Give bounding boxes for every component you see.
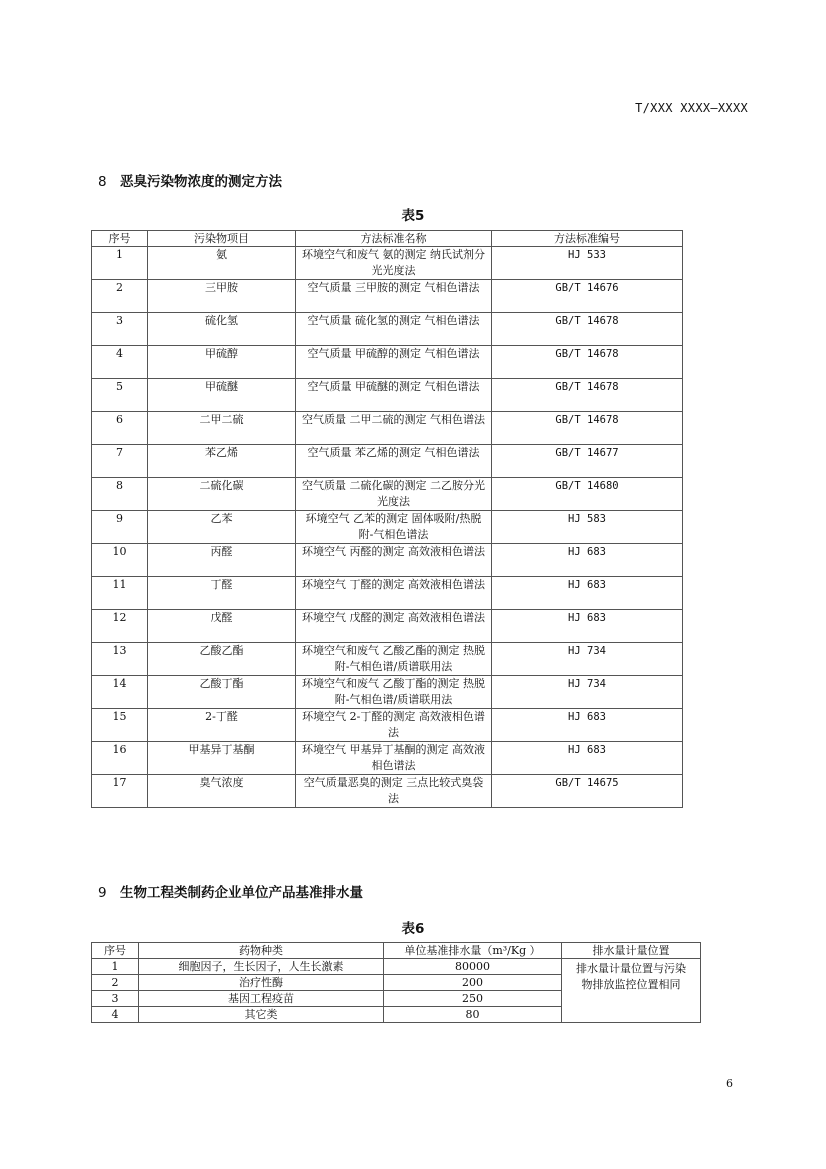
page-number: 6	[726, 1077, 733, 1090]
table-6-caption: 表6	[401, 921, 425, 937]
table-row	[92, 313, 683, 346]
table-row	[92, 676, 683, 709]
table-5	[91, 230, 683, 808]
cell-code: HJ 683	[492, 709, 683, 742]
cell-no: 14	[92, 676, 148, 709]
cell-method: 空气质量恶臭的测定 三点比较式臭袋法	[296, 775, 492, 808]
cell-method: 空气质量 甲硫醚的测定 气相色谱法	[296, 379, 492, 412]
cell-code: HJ 533	[492, 247, 683, 280]
table-5-header-row	[92, 231, 683, 247]
cell-code: HJ 683	[492, 544, 683, 577]
table-row	[92, 511, 683, 544]
cell-item: 乙苯	[148, 511, 296, 544]
table-row	[92, 478, 683, 511]
cell-item: 臭气浓度	[148, 775, 296, 808]
cell-method: 环境空气 丁醛的测定 高效液相色谱法	[296, 577, 492, 610]
cell-kind: 基因工程疫苗	[139, 991, 384, 1007]
cell-no: 3	[92, 991, 139, 1007]
cell-code: GB/T 14677	[492, 445, 683, 478]
document-code: T/XXX XXXX—XXXX	[635, 101, 748, 115]
cell-item: 戊醛	[148, 610, 296, 643]
cell-item: 二甲二硫	[148, 412, 296, 445]
cell-code: HJ 683	[492, 742, 683, 775]
cell-method: 环境空气和废气 乙酸乙酯的测定 热脱附-气相色谱/质谱联用法	[296, 643, 492, 676]
table-row	[92, 643, 683, 676]
cell-no: 16	[92, 742, 148, 775]
col-header-no: 序号	[92, 943, 139, 959]
cell-code: GB/T 14680	[492, 478, 683, 511]
cell-code: HJ 683	[492, 577, 683, 610]
cell-no: 5	[92, 379, 148, 412]
table-row	[92, 775, 683, 808]
cell-volume: 80000	[384, 959, 562, 975]
cell-no: 4	[92, 1007, 139, 1023]
col-header-code: 方法标准编号	[492, 231, 683, 247]
table-row	[92, 577, 683, 610]
cell-code: GB/T 14678	[492, 313, 683, 346]
cell-item: 乙酸丁酯	[148, 676, 296, 709]
cell-volume: 250	[384, 991, 562, 1007]
cell-code: GB/T 14678	[492, 346, 683, 379]
cell-item: 二硫化碳	[148, 478, 296, 511]
table-6-body	[92, 959, 701, 1023]
cell-no: 15	[92, 709, 148, 742]
cell-method: 环境空气 丙醛的测定 高效液相色谱法	[296, 544, 492, 577]
table-row	[92, 280, 683, 313]
cell-method: 环境空气 甲基异丁基酮的测定 高效液相色谱法	[296, 742, 492, 775]
section-8-number: 8	[98, 174, 107, 190]
cell-code: HJ 583	[492, 511, 683, 544]
section-9-title: 生物工程类制药企业单位产品基准排水量	[120, 885, 363, 901]
col-header-volume: 单位基准排水量（m³/Kg ）	[384, 943, 562, 959]
cell-no: 2	[92, 280, 148, 313]
table-row	[92, 742, 683, 775]
cell-item: 苯乙烯	[148, 445, 296, 478]
cell-method: 空气质量 三甲胺的测定 气相色谱法	[296, 280, 492, 313]
cell-volume: 200	[384, 975, 562, 991]
table-row	[92, 544, 683, 577]
table-row	[92, 247, 683, 280]
cell-method: 环境空气和废气 氨的测定 纳氏试剂分光光度法	[296, 247, 492, 280]
table-5-body	[92, 247, 683, 808]
table-row	[92, 610, 683, 643]
cell-measurement-position: 排水量计量位置与污染物排放监控位置相同	[562, 959, 701, 1023]
table-row	[92, 346, 683, 379]
table-row	[92, 379, 683, 412]
cell-code: HJ 734	[492, 676, 683, 709]
table-5-caption: 表5	[401, 208, 425, 224]
cell-code: HJ 734	[492, 643, 683, 676]
cell-method: 空气质量 苯乙烯的测定 气相色谱法	[296, 445, 492, 478]
col-header-no: 序号	[92, 231, 148, 247]
cell-no: 12	[92, 610, 148, 643]
cell-no: 8	[92, 478, 148, 511]
cell-item: 硫化氢	[148, 313, 296, 346]
col-header-item: 污染物项目	[148, 231, 296, 247]
cell-code: GB/T 14675	[492, 775, 683, 808]
table-row	[92, 709, 683, 742]
section-8-heading	[98, 170, 282, 190]
table-row	[92, 959, 701, 975]
cell-no: 10	[92, 544, 148, 577]
cell-volume: 80	[384, 1007, 562, 1023]
cell-no: 7	[92, 445, 148, 478]
cell-code: GB/T 14676	[492, 280, 683, 313]
cell-code: GB/T 14678	[492, 412, 683, 445]
table-6	[91, 942, 701, 1023]
cell-item: 三甲胺	[148, 280, 296, 313]
cell-method: 空气质量 甲硫醇的测定 气相色谱法	[296, 346, 492, 379]
cell-no: 3	[92, 313, 148, 346]
cell-method: 环境空气 乙苯的测定 固体吸附/热脱附-气相色谱法	[296, 511, 492, 544]
cell-item: 丁醛	[148, 577, 296, 610]
cell-item: 丙醛	[148, 544, 296, 577]
cell-method: 空气质量 二硫化碳的测定 二乙胺分光光度法	[296, 478, 492, 511]
cell-item: 氨	[148, 247, 296, 280]
cell-no: 13	[92, 643, 148, 676]
cell-kind: 其它类	[139, 1007, 384, 1023]
cell-no: 1	[92, 959, 139, 975]
table-row	[92, 412, 683, 445]
section-9-heading	[98, 881, 363, 901]
cell-item: 2-丁醛	[148, 709, 296, 742]
col-header-kind: 药物种类	[139, 943, 384, 959]
cell-item: 甲硫醇	[148, 346, 296, 379]
cell-no: 1	[92, 247, 148, 280]
cell-no: 17	[92, 775, 148, 808]
cell-no: 2	[92, 975, 139, 991]
cell-code: GB/T 14678	[492, 379, 683, 412]
section-9-number: 9	[98, 885, 107, 901]
cell-no: 9	[92, 511, 148, 544]
cell-method: 环境空气 戊醛的测定 高效液相色谱法	[296, 610, 492, 643]
cell-item: 甲硫醚	[148, 379, 296, 412]
table-row	[92, 445, 683, 478]
cell-no: 4	[92, 346, 148, 379]
cell-item: 甲基异丁基酮	[148, 742, 296, 775]
col-header-position: 排水量计量位置	[562, 943, 701, 959]
cell-kind: 细胞因子，生长因子，人生长激素	[139, 959, 384, 975]
cell-method: 环境空气 2-丁醛的测定 高效液相色谱法	[296, 709, 492, 742]
table-6-header-row	[92, 943, 701, 959]
section-8-title: 恶臭污染物浓度的测定方法	[120, 174, 282, 190]
col-header-method: 方法标准名称	[296, 231, 492, 247]
cell-kind: 治疗性酶	[139, 975, 384, 991]
cell-code: HJ 683	[492, 610, 683, 643]
cell-no: 6	[92, 412, 148, 445]
cell-method: 空气质量 硫化氢的测定 气相色谱法	[296, 313, 492, 346]
cell-method: 空气质量 二甲二硫的测定 气相色谱法	[296, 412, 492, 445]
cell-no: 11	[92, 577, 148, 610]
cell-method: 环境空气和废气 乙酸丁酯的测定 热脱附-气相色谱/质谱联用法	[296, 676, 492, 709]
cell-item: 乙酸乙酯	[148, 643, 296, 676]
